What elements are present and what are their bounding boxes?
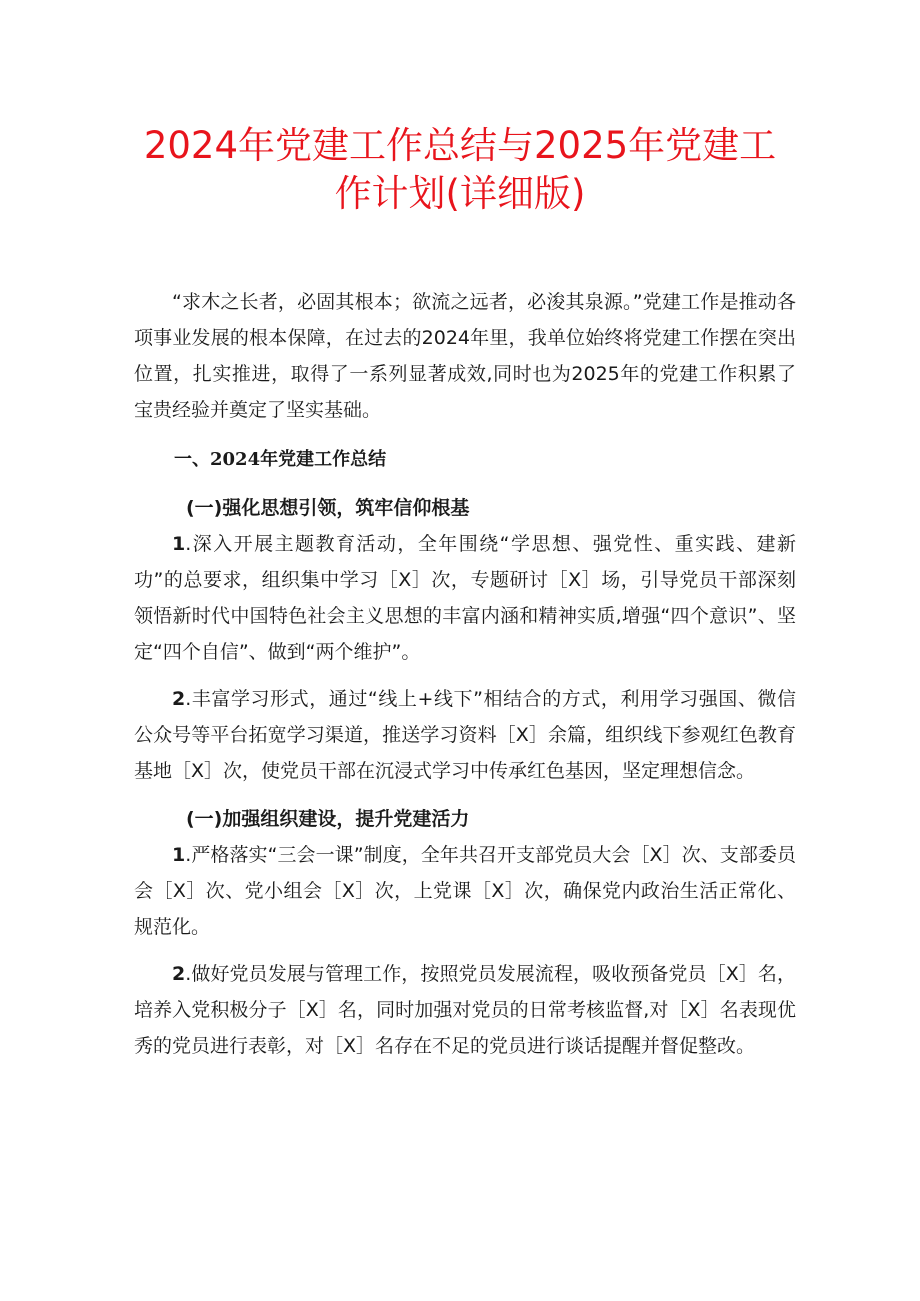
list-item (134, 526, 796, 670)
list-item (134, 681, 796, 789)
item-text: .严格落实“三会一课”制度，全年共召开支部党员大会［X］次、支部委员会［X］次、党小组会［X］次，上党课［X］次，确保党内政治生活正常化、规范化。 (134, 844, 796, 938)
item-text: .深入开展主题教育活动，全年围绕“学思想、强党性、重实践、建新功”的总要求，组织集中学习［X］次，专题研讨［X］场，引导党员干部深刻领悟新时代中国特色社会主义思想的丰富内涵和精神实质,增强“四个意识”、坚定“四个自信”、做到“两个维护”。 (134, 533, 796, 663)
section-heading-1: 一、2024年党建工作总结 (174, 449, 387, 470)
item-number: 2 (172, 688, 186, 710)
item-number: 1 (172, 844, 186, 866)
item-text: .做好党员发展与管理工作，按照党员发展流程，吸收预备党员［X］名，培养入党积极分子［X］名，同时加强对党员的日常考核监督,对［X］名表现优秀的党员进行表彰，对［X］名存在不足的党员进行谈话提醒并督促整改。 (134, 963, 796, 1057)
title-line-1: 2024年党建工作总结与2025年党建工 (143, 124, 777, 167)
item-number: 2 (172, 963, 186, 985)
list-item (134, 837, 796, 945)
item-text: .丰富学习形式，通过“线上+线下”相结合的方式，利用学习强国、微信公众号等平台拓宽学习渠道，推送学习资料［X］余篇，组织线下参观红色教育基地［X］次，使党员干部在沉浸式学习中传承红色基因，坚定理想信念。 (134, 688, 796, 782)
item-number: 1 (172, 533, 186, 555)
subsection-heading-2: (一)加强组织建设，提升党建活力 (186, 808, 470, 830)
list-item (134, 956, 796, 1064)
intro-paragraph: “求木之长者，必固其根本；欲流之远者，必浚其泉源。”党建工作是推动各项事业发展的根本保障，在过去的2024年里，我单位始终将党建工作摆在突出位置，扎实推进，取得了一系列显著成效,同时也为2025年的党建工作积累了宝贵经验并奠定了坚实基础。 (134, 291, 796, 421)
document-body (134, 284, 796, 1064)
subsection-heading-1: (一)强化思想引领，筑牢信仰根基 (186, 497, 470, 519)
title-line-2: 作计划(详细版) (334, 172, 586, 215)
document-title (120, 122, 800, 218)
